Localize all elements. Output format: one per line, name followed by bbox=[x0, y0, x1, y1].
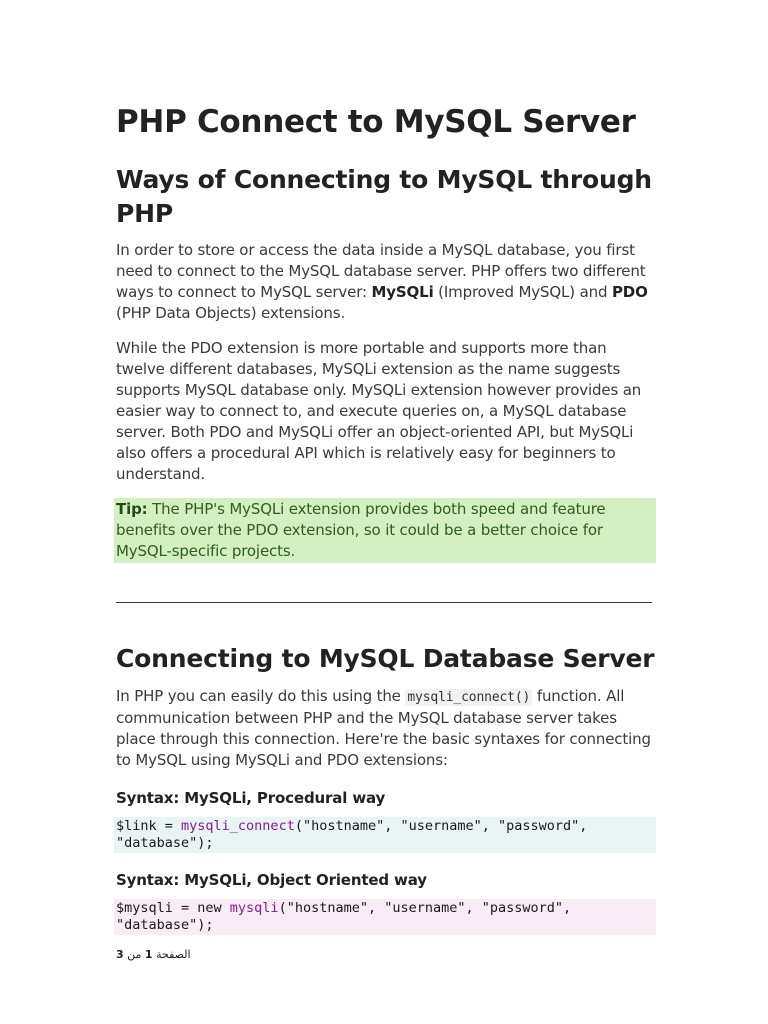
code1-pre: $link = bbox=[116, 818, 182, 834]
mysqli-term: MySQLi bbox=[371, 283, 434, 301]
syntax-procedural-title: Syntax: MySQLi, Procedural way bbox=[116, 789, 386, 807]
footer-word-page: الصفحة bbox=[156, 948, 191, 961]
footer-page-number: 1 bbox=[144, 948, 153, 961]
code-block-procedural bbox=[114, 817, 656, 853]
page-title: PHP Connect to MySQL Server bbox=[116, 104, 636, 140]
footer-word-of: من bbox=[127, 948, 142, 961]
inline-code-mysqli-connect: mysqli_connect() bbox=[407, 690, 531, 705]
intro-text-2: (Improved MySQL) and bbox=[433, 283, 612, 301]
code-block-oop bbox=[114, 899, 656, 935]
connecting-text-2: function. All communication between PHP and the MySQL database server takes place through this connection. Here're the basic syntaxes for connecting to MySQL using MySQLi and PDO extensions: bbox=[116, 687, 651, 769]
tip-text: The PHP's MySQLi extension provides both speed and feature benefits over the PDO extension, so it could be a better choice for MySQL-specific projects. bbox=[116, 500, 606, 560]
tip-box bbox=[114, 498, 656, 563]
syntax-oop-title: Syntax: MySQLi, Object Oriented way bbox=[116, 871, 427, 889]
code1-post: ("hostname", "username", "password", "database"); bbox=[116, 818, 596, 851]
code1-function: mysqli_connect bbox=[181, 818, 295, 834]
code2-function: mysqli bbox=[229, 900, 279, 916]
intro-paragraph bbox=[116, 240, 652, 324]
code2-pre: $mysqli = new bbox=[116, 900, 230, 916]
section-heading-connecting: Connecting to MySQL Database Server bbox=[116, 644, 655, 673]
comparison-paragraph: While the PDO extension is more portable and supports more than twelve different databases, MySQLi extension as the name suggests supports MySQL database only. MySQLi extension however provides an easier way to connect to, and execute queries on, a MySQL database server. Both PDO and MySQLi offer an object-oriented API, but MySQLi also offers a procedural API which is relatively easy for beginners to understand. bbox=[116, 339, 642, 483]
footer-total-pages: 3 bbox=[116, 948, 124, 961]
intro-text-1: In order to store or access the data inside a MySQL database, you first need to connect to the MySQL database server. PHP offers two different ways to connect to MySQL server: bbox=[116, 241, 646, 301]
code2-post: ("hostname", "username", "password", "database"); bbox=[116, 900, 580, 933]
page-number-footer bbox=[116, 948, 191, 961]
connecting-paragraph bbox=[116, 686, 652, 771]
pdo-term: PDO bbox=[611, 283, 648, 301]
tip-label: Tip: bbox=[116, 500, 148, 518]
section-heading-ways: Ways of Connecting to MySQL through PHP bbox=[116, 165, 652, 228]
intro-text-3: (PHP Data Objects) extensions. bbox=[116, 304, 346, 322]
connecting-text-1: In PHP you can easily do this using the bbox=[116, 687, 406, 705]
section-divider bbox=[116, 602, 652, 603]
